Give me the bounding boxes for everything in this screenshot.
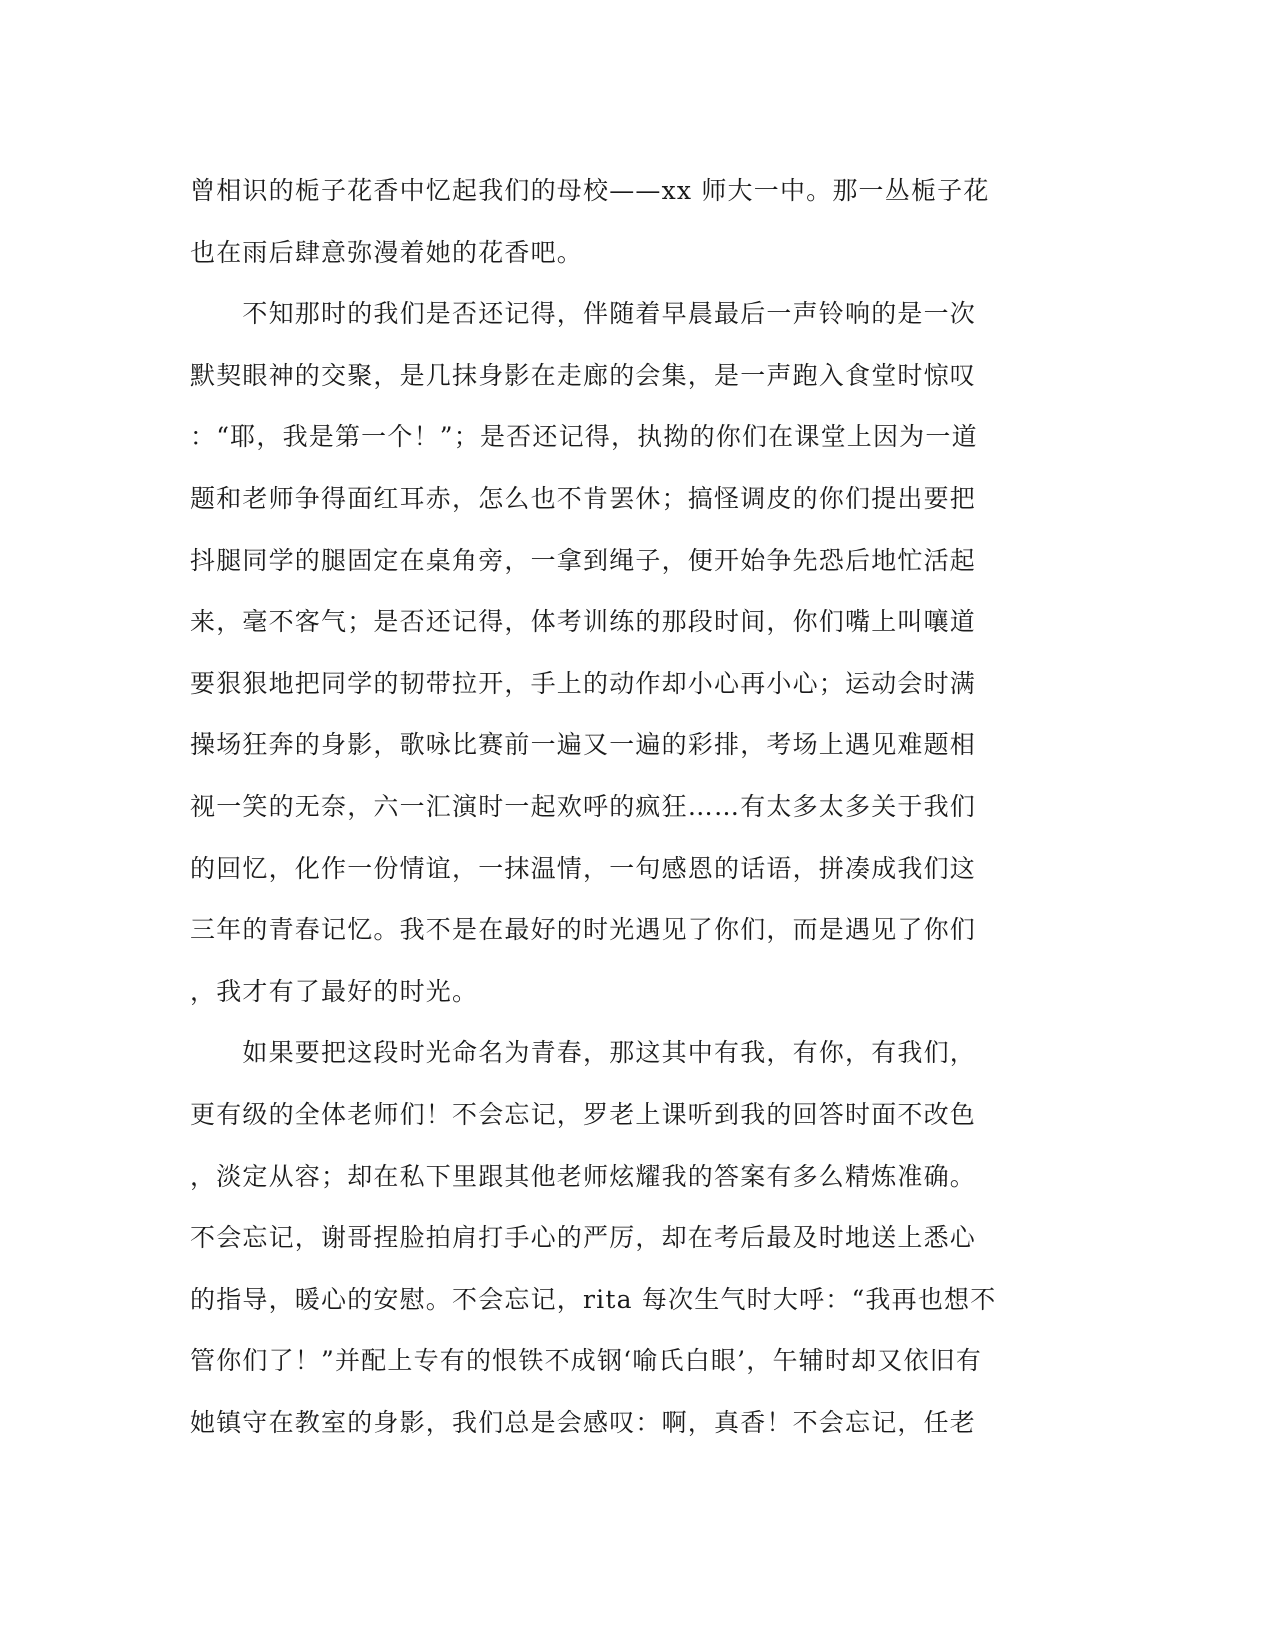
text-line: 如果要把这段时光命名为青春，那这其中有我，有你，有我们， xyxy=(190,1038,977,1068)
text-line: 来，毫不客气；是否还记得，体考训练的那段时间，你们嘴上叫嚷道 xyxy=(190,607,977,637)
text-line: 不知那时的我们是否还记得，伴随着早晨最后一声铃响的是一次 xyxy=(190,299,977,329)
text-line: 也在雨后肆意弥漫着她的花香吧。 xyxy=(190,237,584,267)
text-line: 的回忆，化作一份情谊，一抹温情，一句感恩的话语，拼凑成我们这 xyxy=(190,853,977,883)
text-line: 视一笑的无奈，六一汇演时一起欢呼的疯狂……有太多太多关于我们 xyxy=(190,791,977,821)
text-line: 管你们了！”并配上专有的恨铁不成钢‘喻氏白眼’，午辅时却又依旧有 xyxy=(190,1346,983,1376)
text-line: 操场狂奔的身影，歌咏比赛前一遍又一遍的彩排，考场上遇见难题相 xyxy=(190,730,977,760)
text-line: 抖腿同学的腿固定在桌角旁，一拿到绳子，便开始争先恐后地忙活起 xyxy=(190,545,977,575)
text-line: 要狠狠地把同学的韧带拉开，手上的动作却小心再小心；运动会时满 xyxy=(190,668,977,698)
text-line: 的指导，暖心的安慰。不会忘记，rita 每次生气时大呼：“我再也想不 xyxy=(190,1284,997,1314)
text-line: 曾相识的栀子花香中忆起我们的母校——xx 师大一中。那一丛栀子花 xyxy=(190,176,990,205)
text-line: 默契眼神的交聚，是几抹身影在走廊的会集，是一声跑入食堂时惊叹 xyxy=(190,360,977,390)
text-line: 题和老师争得面红耳赤，怎么也不肯罢休；搞怪调皮的你们提出要把 xyxy=(190,483,977,513)
text-line: 三年的青春记忆。我不是在最好的时光遇见了你们，而是遇见了你们 xyxy=(190,915,977,945)
text-line: ：“耶，我是第一个！”；是否还记得，执拗的你们在课堂上因为一道 xyxy=(190,422,978,452)
text-line: 不会忘记，谢哥捏脸拍肩打手心的严厉，却在考后最及时地送上悉心 xyxy=(190,1223,977,1253)
text-line: ，我才有了最好的时光。 xyxy=(190,976,479,1006)
text-line: 她镇守在教室的身影，我们总是会感叹：啊，真香！不会忘记，任老 xyxy=(190,1407,977,1437)
text-line: ，淡定从容；却在私下里跟其他老师炫耀我的答案有多么精炼准确。 xyxy=(190,1161,977,1191)
body-text xyxy=(190,160,1070,1453)
text-line: 更有级的全体老师们！不会忘记，罗老上课听到我的回答时面不改色 xyxy=(190,1099,977,1129)
